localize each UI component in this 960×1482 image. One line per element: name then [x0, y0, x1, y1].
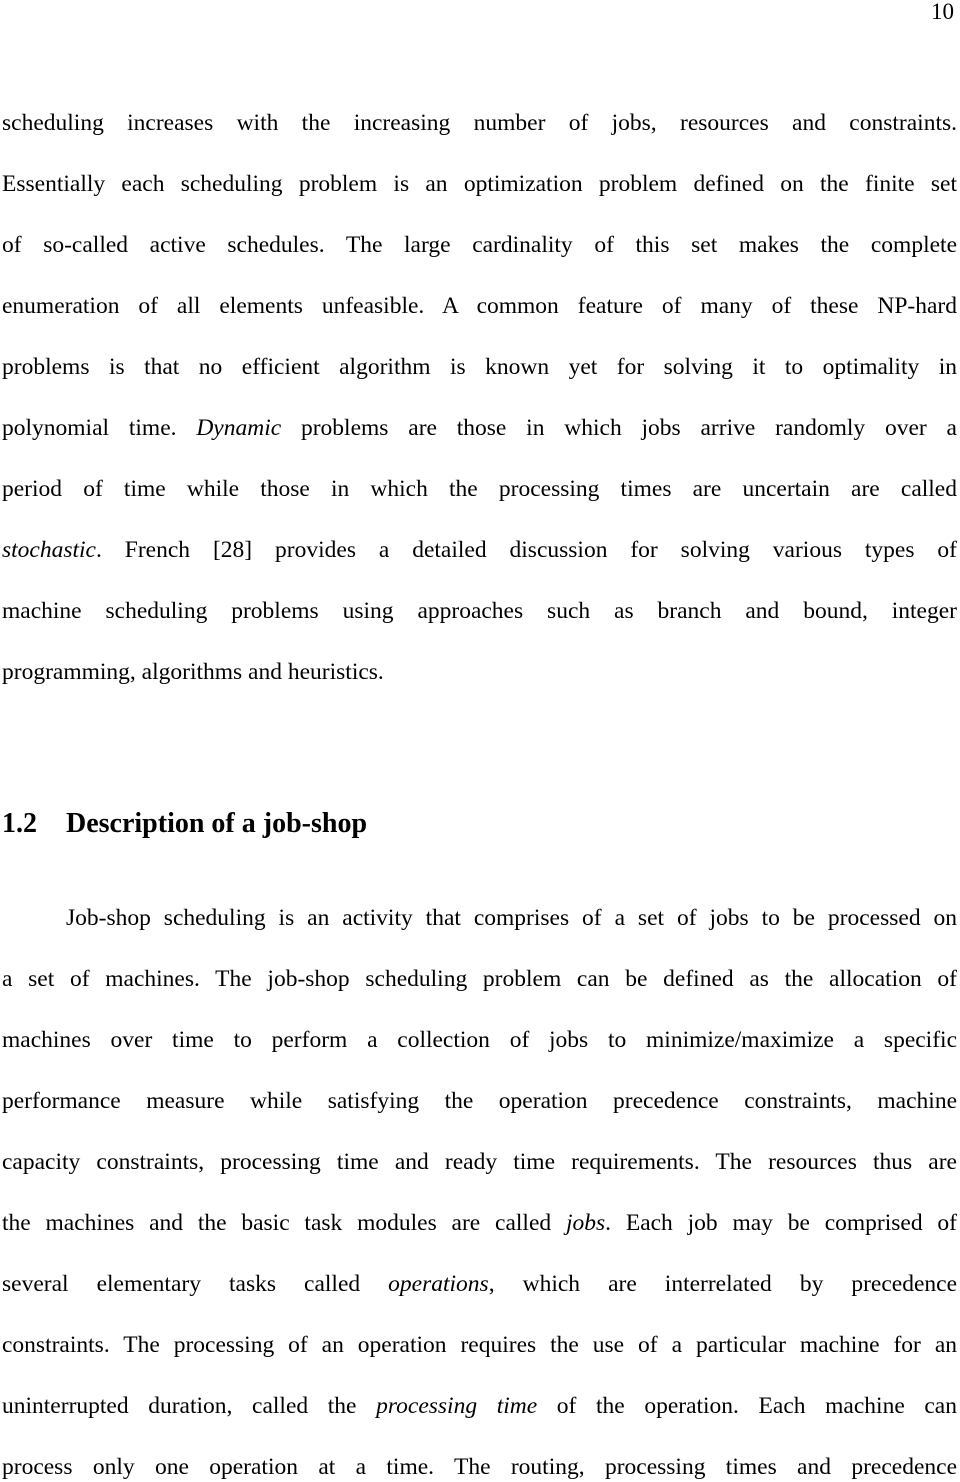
text-span: problems are those in which jobs arrive randomly over a — [281, 415, 957, 441]
text-span: of the operation. Each machine can — [537, 1393, 957, 1419]
text-span: . French [28] provides a detailed discussion for solving various types of — [96, 537, 957, 563]
paragraph-line — [2, 1269, 957, 1299]
paragraph-line: constraints. The processing of an operation requires the use of a particular machine for an — [2, 1332, 957, 1358]
paragraph-line — [2, 1208, 957, 1238]
section-title: Description of a job-shop — [66, 808, 368, 839]
paragraph-line: programming, algorithms and heuristics. — [2, 659, 384, 685]
page-number: 10 — [931, 0, 954, 24]
paragraph-line: capacity constraints, processing time and ready time requirements. The resources thus are — [2, 1149, 957, 1175]
text-span: uninterrupted duration, called the — [2, 1393, 377, 1419]
italic-term-jobs: jobs — [565, 1210, 606, 1236]
paragraph-line: of so-called active schedules. The large cardinality of this set makes the complete — [2, 232, 957, 258]
paragraph-line: process only one operation at a time. The routing, processing times and precedence — [2, 1454, 957, 1480]
text-span: polynomial time. — [2, 415, 197, 441]
paragraph-line: Essentially each scheduling problem is an optimization problem defined on the finite set — [2, 171, 957, 197]
paragraph-line: enumeration of all elements unfeasible. A common feature of many of these NP-hard — [2, 293, 957, 319]
paragraph-line — [2, 413, 957, 443]
paragraph-line: problems is that no efficient algorithm is known yet for solving it to optimality in — [2, 354, 957, 380]
text-span: , which are interrelated by precedence — [488, 1271, 958, 1297]
paragraph-line: period of time while those in which the processing times are uncertain are called — [2, 476, 957, 502]
paragraph-line — [2, 535, 957, 565]
section-number: 1.2 — [2, 808, 37, 839]
text-span: . Each job may be comprised of — [605, 1210, 958, 1236]
paragraph-line: machines over time to perform a collection of jobs to minimize/maximize a specific — [2, 1027, 957, 1053]
paragraph-line: scheduling increases with the increasing number of jobs, resources and constraints. — [2, 110, 957, 136]
text-span: several elementary tasks called — [2, 1271, 389, 1297]
paragraph-line: a set of machines. The job-shop scheduling problem can be defined as the allocation of — [2, 966, 957, 992]
italic-term-stochastic: stochastic — [2, 537, 96, 563]
italic-term-dynamic: Dynamic — [196, 415, 282, 441]
paragraph-line: Job-shop scheduling is an activity that comprises of a set of jobs to be processed on — [66, 905, 957, 931]
italic-term-operations: operations — [388, 1271, 489, 1297]
paragraph-line: machine scheduling problems using approaches such as branch and bound, integer — [2, 598, 957, 624]
paragraph-line: performance measure while satisfying the operation precedence constraints, machine — [2, 1088, 957, 1114]
paragraph-line — [2, 1391, 957, 1421]
section-heading — [2, 806, 367, 842]
text-span: the machines and the basic task modules are called — [2, 1210, 566, 1236]
italic-term-processing-time: processing time — [376, 1393, 538, 1419]
